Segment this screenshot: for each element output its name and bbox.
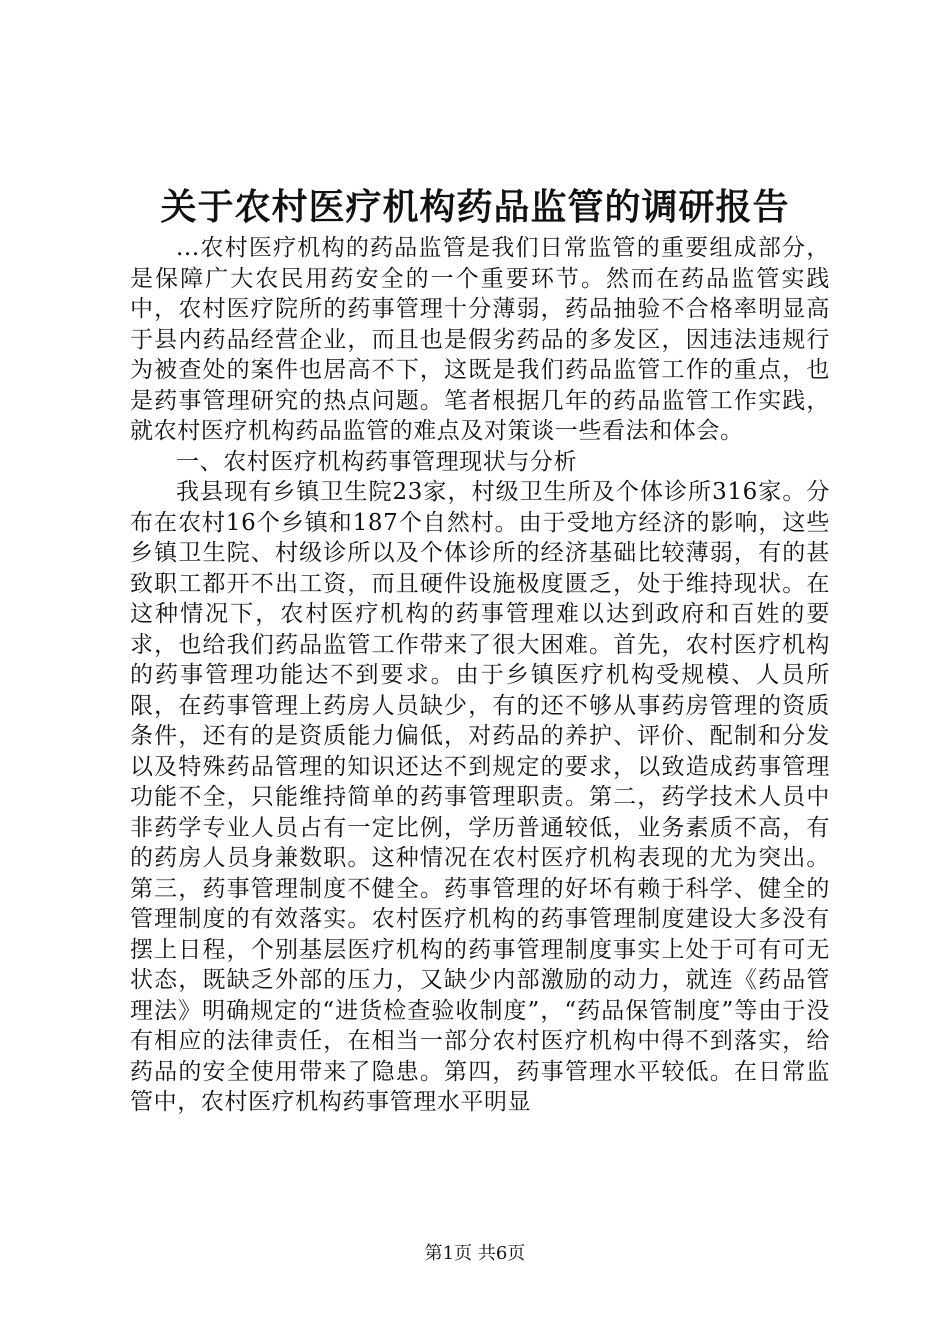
document-body (130, 233, 830, 1118)
page-footer: 第1页 共6页 (424, 1243, 526, 1264)
section-heading: 一、农村医疗机构药事管理现状与分析 (176, 448, 578, 475)
document-title: 关于农村医疗机构药品监管的调研报告 (160, 186, 790, 228)
paragraph-analysis: 我县现有乡镇卫生院23家，村级卫生所及个体诊所316家。分布在农村16个乡镇和187个自然村。由于受地方经济的影响，这些乡镇卫生院、村级诊所以及个体诊所的经济基础比较薄弱，有的甚致职工都开不出工资，而且硬件设施极度匮乏，处于维持现状。在这种情况下，农村医疗机构的药事管理难以达到政府和百姓的要求，也给我们药品监管工作带来了很大困难。首先，农村医疗机构的药事管理功能达不到要求。由于乡镇医疗机构受规模、人员所限，在药事管理上药房人员缺少，有的还不够从事药房管理的资质条件，还有的是资质能力偏低，对药品的养护、评价、配制和分发以及特殊药品管理的知识还达不到规定的要求，以致造成药事管理功能不全，只能维持简单的药事管理职责。第二，药学技术人员中非药学专业人员占有一定比例，学历普通较低，业务素质不高，有的药房人员身兼数职。这种情况在农村医疗机构表现的尤为突出。第三，药事管理制度不健全。药事管理的好坏有赖于科学、健全的管理制度的有效落实。农村医疗机构的药事管理制度建设大多没有摆上日程，个别基层医疗机构的药事管理制度事实上处于可有可无状态，既缺乏外部的压力，又缺少内部激励的动力，就连《药品管理法》明确规定的“进货检查验收制度”，“药品保管制度”等由于没有相应的法律责任，在相当一部分农村医疗机构中得不到落实，给药品的安全使用带来了隐患。第四，药事管理水平较低。在日常监管中，农村医疗机构药事管理水平明显 (130, 479, 830, 1115)
paragraph-intro: ...农村医疗机构的药品监管是我们日常监管的重要组成部分，是保障广大农民用药安全的一个重要环节。然而在药品监管实践中，农村医疗院所的药事管理十分薄弱，药品抽验不合格率明显高于县内药品经营企业，而且也是假劣药品的多发区，因违法违规行为被查处的案件也居高不下，这既是我们药品监管工作的重点，也是药事管理研究的热点问题。笔者根据几年的药品监管工作实践，就农村医疗机构药品监管的难点及对策谈一些看法和体会。 (130, 235, 830, 444)
